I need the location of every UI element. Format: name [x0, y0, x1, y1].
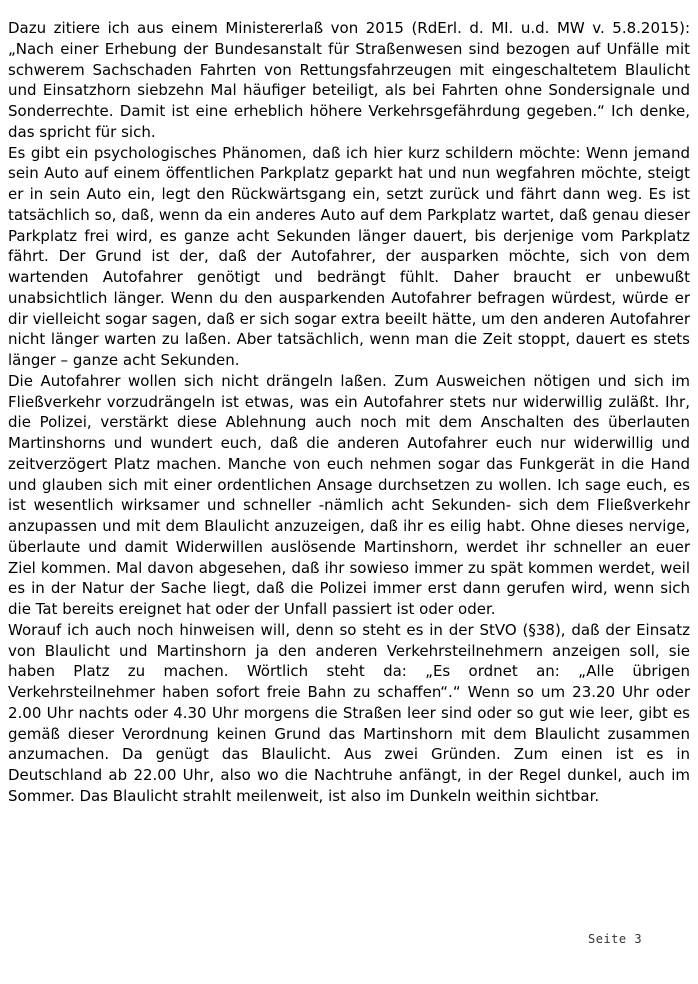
paragraph-3: Die Autofahrer wollen sich nicht drängeln laßen. Zum Ausweichen nötigen und sich im Fließverkehr vorzudrängeln ist etwas, was ein Autofahrer stets nur widerwillig zuläßt. Ihr, die Polizei, verstärkt diese Ablehnung auch noch mit dem Anschalten des überlauten Martinshorns und wundert euch, daß die anderen Autofahrer euch nur widerwillig und zeitverzögert Platz machen. Manche von euch nehmen sogar das Funkgerät in die Hand und glauben sich mit einer ordentlichen Ansage durchsetzen zu wollen. Ich sage euch, es ist wesentlich wirksamer und schneller -nämlich acht Sekunden- sich dem Fließverkehr anzupassen und mit dem Blaulicht anzuzeigen, daß ihr es eilig habt. Ohne dieses nervige, überlaute und damit Widerwillen auslösende Martinshorn, werdet ihr schneller an euer Ziel kommen. Mal davon abgesehen, daß ihr sowieso immer zu spät kommen werdet, weil es in der Natur der Sache liegt, daß die Polizei immer erst dann gerufen wird, wenn sich die Tat bereits ereignet hat oder der Unfall passiert ist oder oder.: [8, 371, 690, 618]
paragraph-1: Dazu zitiere ich aus einem Ministererlaß von 2015 (RdErl. d. MI. u.d. MW v. 5.8.2015): „Nach einer Erhebung der Bundesanstalt für Straßenwesen sind bezogen auf Unfälle mit schwerem Sachschaden Fahrten von Rettungsfahrzeugen mit eingeschaltetem Blaulicht und Einsatzhorn siebzehn Mal häufiger beteiligt, als bei Fahrten ohne Sondersignale und Sonderrechte. Damit ist eine erheblich höhere Verkehrsgefährdung gegeben.“ Ich denke, das spricht für sich.: [8, 19, 690, 141]
paragraph-4: Worauf ich auch noch hinweisen will, denn so steht es in der StVO (§38), daß der Einsatz von Blaulicht und Martinshorn ja den anderen Verkehrsteilnehmern anzeigen soll, sie haben Platz zu machen. Wörtlich steht da: „Es ordnet an: „Alle übrigen Verkehrsteilnehmer haben sofort freie Bahn zu schaffen“.“ Wenn so um 23.20 Uhr oder 2.00 Uhr nachts oder 4.30 Uhr morgens die Straßen leer sind oder so gut wie leer, gibt es gemäß dieser Verordnung keinen Grund das Martinshorn mit dem Blaulicht zusammen anzumachen. Da genügt das Blaulicht. Aus zwei Gründen. Zum einen ist es in Deutschland ab 22.00 Uhr, also wo die Nachtruhe anfängt, in der Regel dunkel, auch im Sommer. Das Blaulicht strahlt meilenweit, ist also im Dunkeln weithin sichtbar.: [8, 620, 690, 805]
document-body: [8, 18, 690, 807]
paragraph-2: Es gibt ein psychologisches Phänomen, daß ich hier kurz schildern möchte: Wenn jemand sein Auto auf einem öffentlichen Parkplatz geparkt hat und nun wegfahren möchte, steigt er in sein Auto ein, legt den Rückwärtsgang ein, setzt zurück und fährt dann weg. Es ist tatsächlich so, daß, wenn da ein anderes Auto auf dem Parkplatz wartet, daß genau dieser Parkplatz frei wird, es ganze acht Sekunden länger dauert, bis derjenige vom Parkplatz fährt. Der Grund ist der, daß der Autofahrer, der ausparken möchte, sich von dem wartenden Autofahrer genötigt und bedrängt fühlt. Daher braucht er unbewußt unabsichtlich länger. Wenn du den ausparkenden Autofahrer befragen würdest, würde er dir vielleicht sogar sagen, daß er sich sogar extra beeilt hätte, um den anderen Autofahrer nicht länger warten zu laßen. Aber tatsächlich, wenn man die Zeit stoppt, dauert es stets länger – ganze acht Sekunden.: [8, 143, 690, 369]
page-number-footer: Seite 3: [588, 932, 643, 946]
